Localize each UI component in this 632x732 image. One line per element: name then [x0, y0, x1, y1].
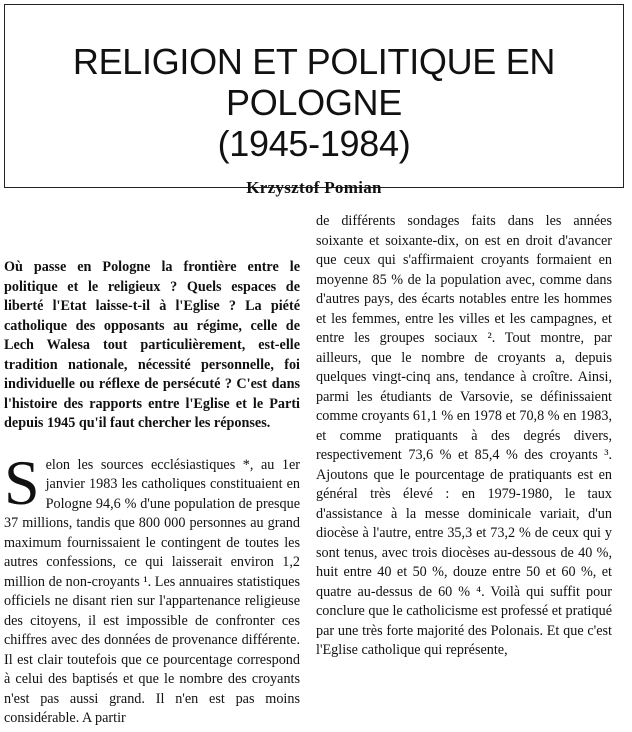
author-name: Krzysztof Pomian [246, 178, 382, 197]
left-column [4, 258, 300, 729]
article-title [5, 5, 623, 164]
drop-cap: S [4, 446, 40, 518]
title-line-1: RELIGION ET POLITIQUE EN POLOGNE [72, 41, 556, 123]
title-line-2: (1945-1984) [217, 123, 411, 164]
title-box [4, 4, 624, 197]
body-paragraph-right: de différents sondages faits dans les années soixante et soixante-dix, on est en droit d'avancer que ceux qui s'affirmaient croyants formaient en moyenne 85 % de la population avec, comme dans d'autres pays, des écarts notables entre les hommes et les femmes, entre les villes et les campagnes, et entre les groupes sociaux ². Tout montre, par ailleurs, que le nombre de croyants a, depuis quelques vingt-cinq ans, tendance à croître. Ainsi, parmi les étudiants de Varsovie, se définissaient comme croyants 61,1 % en 1978 et 70,8 % en 1983, et comme pratiquants à des degrés divers, respectivement 73,6 % et 85,4 % des croyants ³. Ajoutons que le pourcentage de pratiquants est en général très élevé : en 1979-1980, le taux d'assistance à la messe dominicale variait, d'un diocèse à l'autre, entre 35,3 et 73,2 % de ceux qui y sont tenus, avec trois diocèses au-dessous de 40 %, huit entre 40 et 50 %, douze entre 50 et 60 %, et quatre au-dessus de 60 % ⁴. Voilà qui suffit pour conclure que le catholicisme est professé et pratiqué par une très forte majorité des Polonais. Et que c'est l'Eglise catholique qui représente, [316, 213, 612, 658]
body-paragraph-left [4, 446, 300, 729]
right-column [316, 212, 612, 661]
body-left-text: elon les sources ecclésiastiques *, au 1er janvier 1983 les catholiques constituaient en Pologne 94,6 % d'une population de presque 37 millions, tandis que 800 000 personnes au grand maximum fournissaient le contingent de toutes les autres confessions, ce qui laisserait environ 1,2 million de non-croyants ¹. Les annuaires statistiques officiels ne disant rien sur l'appartenance religieuse des citoyens, il est impossible de confronter ces chiffres avec des données de provenance différente. Il est clair toutefois que ce pourcentage correspond à celui des baptisés et que le nombre des croyants n'est pas aussi grand. Il n'en est pas moins considérable. A partir [4, 456, 300, 726]
lead-paragraph: Où passe en Pologne la frontière entre le politique et le religieux ? Quels espaces de liberté l'Etat laisse-t-il à l'Eglise ? La piété catholique des opposants au régime, celle de Lech Walesa tout particulièrement, est-elle tradition nationale, nécessité personnelle, foi individuelle ou réflexe de persécuté ? C'est dans l'histoire des rapports entre l'Eglise et le Parti depuis 1945 qu'il faut chercher les réponses. [4, 259, 300, 431]
